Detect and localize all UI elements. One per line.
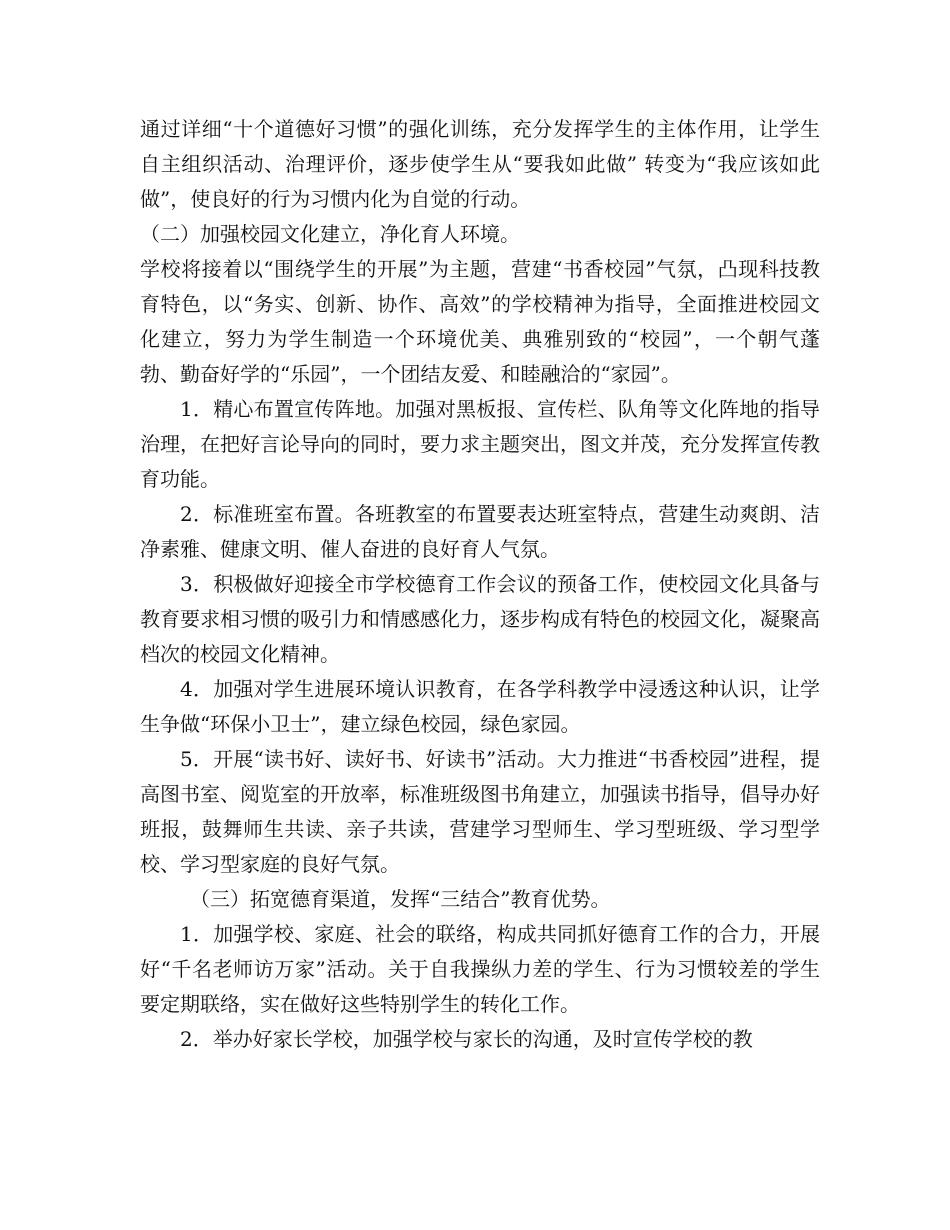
list-item-home-school-contact: 1．加强学校、家庭、社会的联络，构成共同抓好德育工作的合力，开展好“千名老师访万家”活动。关于自我操纵力差的学生、行为习惯较差的学生要定期联络，实在做好这些特别学生的转化工作。 xyxy=(140,922,820,1016)
list-item-propaganda: 1．精心布置宣传阵地。加强对黑板报、宣传栏、队角等文化阵地的指导治理，在把好言论导向的同时，要力求主题突出，图文并茂，充分发挥宣传教育功能。 xyxy=(140,397,820,491)
paragraph-moral-habits: 通过详细“十个道德好习惯”的强化训练，充分发挥学生的主体作用，让学生自主组织活动、治理评价，逐步使学生从“要我如此做” 转变为“我应该如此做”，使良好的行为习惯内化为自觉的行动。 xyxy=(140,117,820,211)
section-heading-three-combination: （三）拓宽德育渠道，发挥“三结合”教育优势。 xyxy=(190,887,611,911)
list-item-reading-activity: 5．开展“读书好、读好书、好读书”活动。大力推进“书香校园”进程，提高图书室、阅览室的开放率，标准班级图书角建立，加强读书指导，倡导办好班报，鼓舞师生共读、亲子共读，营建学习型师生、学习型班级、学习型学校、学习型家庭的良好气氛。 xyxy=(140,747,820,876)
list-item-classroom-layout: 2．标准班室布置。各班教室的布置要表达班室特点，营建生动爽朗、洁净素雅、健康文明、催人奋进的良好育人气氛。 xyxy=(140,502,820,561)
paragraph-campus-theme: 学校将接着以“围绕学生的开展”为主题，营建“书香校园”气氛，凸现科技教育特色，以“务实、创新、协作、高效”的学校精神为指导，全面推进校园文化建立，努力为学生制造一个环境优美、典雅别致的“校园”，一个朝气蓬勃、勤奋好学的“乐园”，一个团结友爱、和睦融洽的“家园”。 xyxy=(140,257,820,386)
list-item-environment-education: 4．加强对学生进展环境认识教育，在各学科教学中浸透这种认识，让学生争做“环保小卫士”，建立绿色校园，绿色家园。 xyxy=(140,677,820,736)
list-item-parent-school: 2．举办好家长学校，加强学校与家长的沟通，及时宣传学校的教 xyxy=(180,1027,753,1051)
document-page xyxy=(140,112,820,1057)
list-item-conference-prep: 3．积极做好迎接全市学校德育工作会议的预备工作，使校园文化具备与教育要求相习惯的吸引力和情感感化力，逐步构成有特色的校园文化，凝聚高档次的校园文化精神。 xyxy=(140,572,820,666)
section-heading-campus-culture: （二）加强校园文化建立，净化育人环境。 xyxy=(140,222,520,246)
